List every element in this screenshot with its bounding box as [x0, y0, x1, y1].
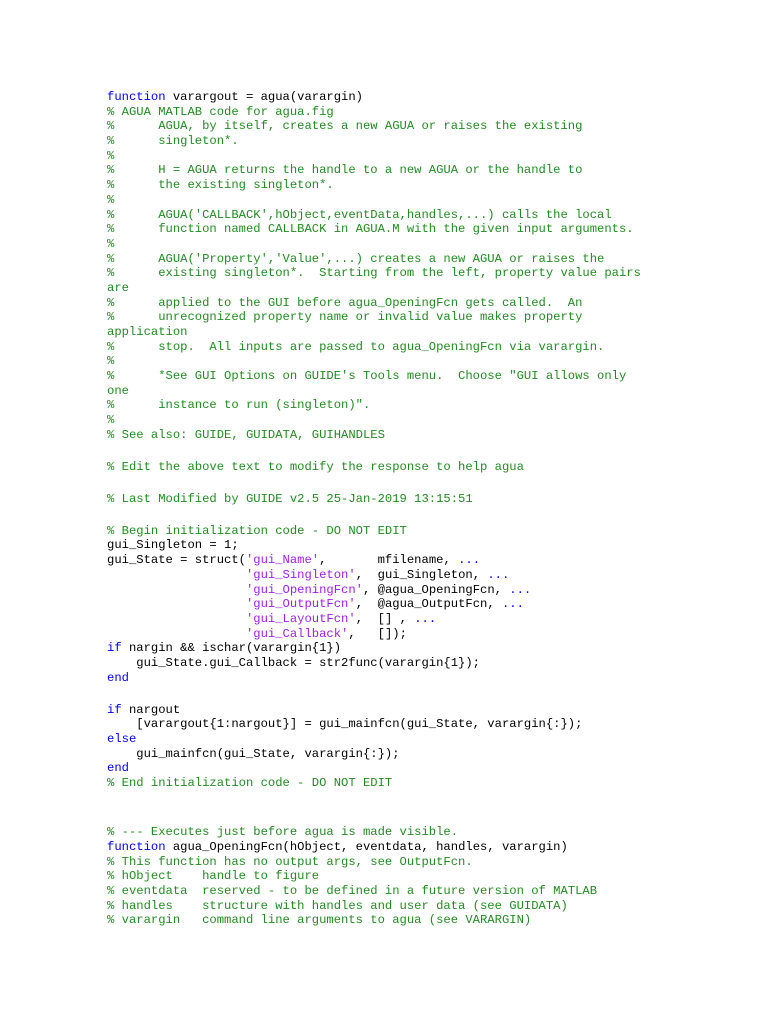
code-line — [107, 776, 667, 791]
code-listing — [107, 90, 667, 928]
code-line — [107, 703, 667, 718]
blank-line — [107, 685, 667, 702]
comment-token: % Begin initialization code - DO NOT EDIT — [107, 523, 407, 538]
code-line — [107, 149, 667, 164]
comment-token: % hObject handle to figure — [107, 869, 320, 884]
code-line — [107, 340, 667, 355]
code-line — [107, 428, 667, 443]
code-line — [107, 413, 667, 428]
code-line — [107, 717, 667, 732]
code-token: agua_OpeningFcn(hObject, eventdata, handles, varargin) — [165, 840, 568, 855]
code-token: gui_State = struct( — [107, 553, 246, 568]
comment-token: % instance to run (singleton)". — [107, 398, 371, 413]
code-line — [107, 460, 667, 475]
code-line — [107, 208, 667, 223]
string-token: 'gui_OpeningFcn' — [245, 582, 363, 597]
comment-token: % --- Executes just before agua is made visible. — [107, 825, 459, 840]
comment-token: % End initialization code - DO NOT EDIT — [107, 776, 393, 791]
code-line — [107, 237, 667, 252]
continuation-token: ... — [509, 582, 532, 597]
code-line — [107, 884, 667, 899]
code-token — [107, 627, 246, 641]
code-line — [107, 840, 667, 855]
blank-line — [107, 791, 667, 808]
code-line — [107, 193, 667, 208]
code-token: , [] , — [355, 611, 415, 626]
code-line — [107, 913, 667, 928]
comment-token: % — [107, 236, 115, 251]
code-line — [107, 105, 667, 120]
code-token — [107, 583, 246, 597]
comment-token: % — [107, 354, 115, 369]
code-line — [107, 90, 667, 105]
code-token — [107, 597, 246, 611]
comment-token: % unrecognized property name or invalid value makes property — [107, 310, 583, 325]
keyword-token: end — [107, 670, 129, 685]
comment-token: % H = AGUA returns the handle to a new AGUA or the handle to — [107, 163, 583, 178]
code-token: gui_mainfcn(gui_State, varargin{:}); — [107, 746, 400, 761]
code-token — [107, 612, 246, 626]
comment-token: % Last Modified by GUIDE v2.5 25-Jan-2019 13:15:51 — [107, 491, 473, 506]
code-line — [107, 553, 667, 568]
code-line — [107, 296, 667, 311]
keyword-token: function — [107, 90, 166, 104]
code-token: gui_Singleton = 1; — [107, 538, 239, 553]
code-line — [107, 492, 667, 507]
comment-token: % handles structure with handles and user data (see GUIDATA) — [107, 898, 568, 913]
string-token: 'gui_LayoutFcn' — [245, 611, 356, 626]
comment-token: are — [107, 280, 129, 295]
code-line — [107, 119, 667, 134]
comment-token: % — [107, 148, 115, 163]
code-line — [107, 384, 667, 399]
blank-line — [107, 474, 667, 491]
comment-token: % See also: GUIDE, GUIDATA, GUIHANDLES — [107, 427, 385, 442]
comment-token: % the existing singleton*. — [107, 178, 334, 193]
comment-token: % applied to the GUI before agua_OpeningFcn gets called. An — [107, 295, 583, 310]
code-line — [107, 524, 667, 539]
code-line — [107, 597, 667, 612]
comment-token: % varargin command line arguments to agua (see VARARGIN) — [107, 913, 532, 928]
code-token — [107, 568, 246, 582]
code-line — [107, 825, 667, 840]
code-line — [107, 869, 667, 884]
keyword-token: if — [107, 702, 122, 717]
code-line — [107, 134, 667, 149]
comment-token: % AGUA('CALLBACK',hObject,eventData,handles,...) calls the local — [107, 207, 612, 222]
code-token: , @agua_OpeningFcn, — [363, 582, 510, 597]
code-token: gui_State.gui_Callback = str2func(varargin{1}); — [107, 655, 480, 670]
comment-token: % — [107, 413, 115, 428]
comment-token: % eventdata reserved - to be defined in a future version of MATLAB — [107, 884, 598, 899]
keyword-token: if — [107, 641, 122, 656]
code-line — [107, 641, 667, 656]
code-token: nargout — [121, 702, 181, 717]
code-token: nargin && ischar(varargin{1}) — [121, 641, 342, 656]
comment-token: % AGUA MATLAB code for agua.fig — [107, 104, 334, 119]
code-line — [107, 325, 667, 340]
comment-token: % stop. All inputs are passed to agua_OpeningFcn via varargin. — [107, 339, 605, 354]
comment-token: application — [107, 325, 188, 339]
comment-token: % Edit the above text to modify the response to help agua — [107, 459, 524, 474]
comment-token: % AGUA, by itself, creates a new AGUA or raises the existing — [107, 119, 583, 134]
code-line — [107, 671, 667, 686]
comment-token: % function named CALLBACK in AGUA.M with the given input arguments. — [107, 222, 634, 237]
code-line — [107, 222, 667, 237]
continuation-token: ... — [501, 597, 524, 612]
comment-token: % AGUA('Property','Value',...) creates a new AGUA or raises the — [107, 251, 605, 266]
code-line — [107, 855, 667, 870]
blank-line — [107, 506, 667, 523]
comment-token: % *See GUI Options on GUIDE's Tools menu. Choose "GUI allows only — [107, 369, 627, 384]
code-line — [107, 252, 667, 267]
comment-token: % existing singleton*. Starting from the left, property value pairs — [107, 266, 641, 281]
continuation-token: ... — [414, 611, 437, 626]
keyword-token: else — [107, 732, 137, 746]
code-token: [varargout{1:nargout}] = gui_mainfcn(gui_State, varargin{:}); — [107, 717, 583, 732]
code-line — [107, 568, 667, 583]
string-token: 'gui_OutputFcn' — [245, 597, 356, 612]
comment-token: % singleton*. — [107, 134, 239, 149]
code-token: , gui_Singleton, — [355, 567, 488, 582]
code-line — [107, 656, 667, 671]
keyword-token: end — [107, 761, 129, 776]
code-line — [107, 761, 667, 776]
code-token: , mfilename, — [319, 553, 459, 568]
code-line — [107, 612, 667, 627]
code-line — [107, 627, 667, 642]
string-token: 'gui_Name' — [245, 553, 320, 568]
code-line — [107, 538, 667, 553]
code-line — [107, 732, 667, 747]
code-token: , []); — [348, 626, 407, 641]
code-token: , @agua_OutputFcn, — [355, 597, 502, 612]
keyword-token: function — [107, 840, 166, 855]
code-line — [107, 747, 667, 762]
code-line — [107, 163, 667, 178]
code-line — [107, 178, 667, 193]
continuation-token: ... — [487, 567, 510, 582]
comment-token: one — [107, 383, 129, 398]
comment-token: % — [107, 192, 115, 207]
continuation-token: ... — [458, 553, 481, 568]
blank-line — [107, 808, 667, 825]
code-line — [107, 369, 667, 384]
string-token: 'gui_Singleton' — [245, 567, 356, 582]
comment-token: % This function has no output args, see OutputFcn. — [107, 854, 473, 869]
code-line — [107, 354, 667, 369]
string-token: 'gui_Callback' — [245, 626, 349, 641]
code-line — [107, 398, 667, 413]
code-line — [107, 583, 667, 598]
code-line — [107, 899, 667, 914]
code-line — [107, 281, 667, 296]
code-line — [107, 310, 667, 325]
code-token: varargout = agua(varargin) — [165, 90, 363, 104]
blank-line — [107, 443, 667, 460]
code-line — [107, 266, 667, 281]
